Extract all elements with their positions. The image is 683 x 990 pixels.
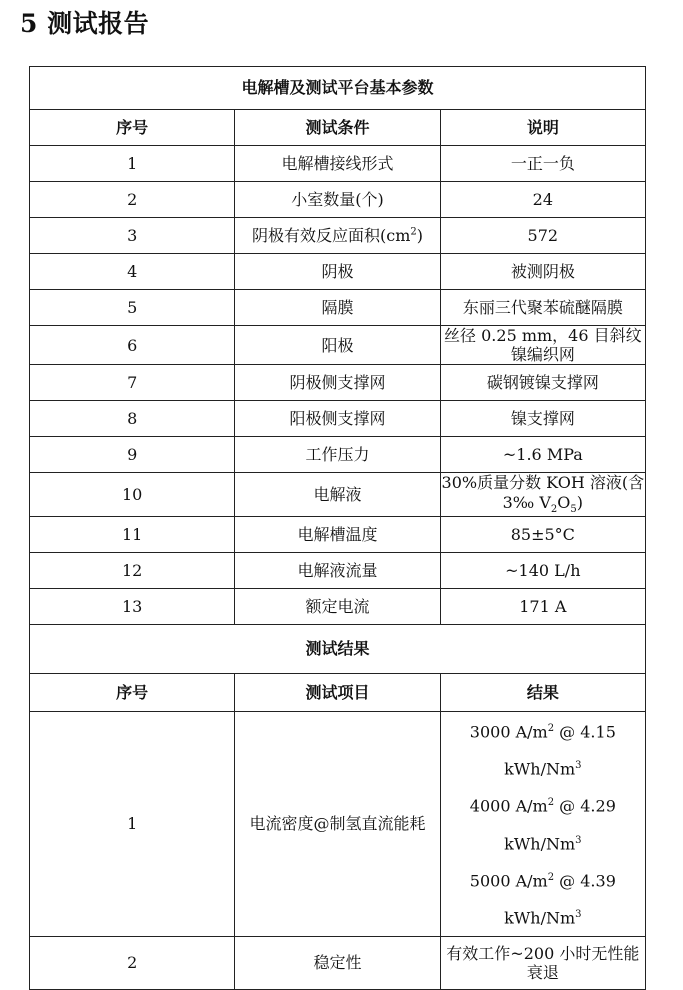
col-header-item: 测试项目 xyxy=(235,673,440,711)
condition-text-end: ) xyxy=(416,225,423,245)
row-desc: ~1.6 MPa xyxy=(440,437,645,473)
row-desc: 镍支撑网 xyxy=(440,401,645,437)
table-row xyxy=(30,254,646,290)
result-line xyxy=(441,786,645,861)
row-condition: 隔膜 xyxy=(235,290,440,326)
superscript: 2 xyxy=(547,797,555,809)
subscript: 2 xyxy=(550,503,558,515)
row-condition: 电解槽接线形式 xyxy=(235,146,440,182)
row-condition: 阳极 xyxy=(235,326,440,365)
table-row xyxy=(30,401,646,437)
row-no: 1 xyxy=(30,711,235,936)
superscript: 3 xyxy=(575,834,582,846)
table1-title: 电解槽及测试平台基本参数 xyxy=(30,67,646,110)
desc-text: 30%质量分数 KOH 溶液(含 3‰ V xyxy=(441,473,645,512)
row-no: 6 xyxy=(30,326,235,365)
superscript: 3 xyxy=(575,760,582,772)
row-item: 电流密度@制氢直流能耗 xyxy=(235,711,440,936)
table-row xyxy=(30,936,646,989)
result-energy: @ 4.39 kWh/Nm xyxy=(504,871,616,928)
table-row xyxy=(30,326,646,365)
row-no: 12 xyxy=(30,552,235,588)
col-header-no: 序号 xyxy=(30,110,235,146)
col-header-desc: 说明 xyxy=(440,110,645,146)
result-energy: @ 4.15 kWh/Nm xyxy=(504,722,616,779)
parameters-table xyxy=(29,66,646,990)
row-condition: 工作压力 xyxy=(235,437,440,473)
row-desc xyxy=(440,473,645,516)
table-row xyxy=(30,146,646,182)
table-row xyxy=(30,552,646,588)
subscript: 5 xyxy=(570,503,577,515)
table-row xyxy=(30,711,646,936)
table1-header-row xyxy=(30,110,646,146)
row-condition: 电解液流量 xyxy=(235,552,440,588)
table2-title: 测试结果 xyxy=(30,624,646,673)
row-desc: 一正一负 xyxy=(440,146,645,182)
section-heading: 5 测试报告 xyxy=(20,9,150,38)
result-value: 4000 A/m xyxy=(469,796,548,816)
row-condition xyxy=(235,218,440,254)
row-desc: 171 A xyxy=(440,588,645,624)
row-condition: 阳极侧支撑网 xyxy=(235,401,440,437)
table-row xyxy=(30,516,646,552)
result-value: 5000 A/m xyxy=(469,871,548,891)
row-results xyxy=(440,711,645,936)
row-no: 3 xyxy=(30,218,235,254)
row-no: 1 xyxy=(30,146,235,182)
col-header-condition: 测试条件 xyxy=(235,110,440,146)
table-row xyxy=(30,588,646,624)
row-no: 2 xyxy=(30,182,235,218)
col-header-result: 结果 xyxy=(440,673,645,711)
row-no: 7 xyxy=(30,365,235,401)
row-condition: 额定电流 xyxy=(235,588,440,624)
row-condition: 小室数量(个) xyxy=(235,182,440,218)
table-row xyxy=(30,473,646,516)
row-no: 9 xyxy=(30,437,235,473)
table-row xyxy=(30,365,646,401)
row-desc: 被测阴极 xyxy=(440,254,645,290)
row-no: 2 xyxy=(30,936,235,989)
result-line xyxy=(441,712,645,787)
row-desc: ~140 L/h xyxy=(440,552,645,588)
table-row xyxy=(30,290,646,326)
condition-text: 阴极有效反应面积(cm xyxy=(251,225,411,245)
row-item: 稳定性 xyxy=(235,936,440,989)
table2-title-row xyxy=(30,624,646,673)
row-no: 5 xyxy=(30,290,235,326)
superscript: 2 xyxy=(547,722,555,734)
table-row xyxy=(30,437,646,473)
desc-text-end: ) xyxy=(576,492,584,512)
row-desc: 碳钢镀镍支撑网 xyxy=(440,365,645,401)
row-no: 4 xyxy=(30,254,235,290)
row-desc: 24 xyxy=(440,182,645,218)
row-condition: 阴极侧支撑网 xyxy=(235,365,440,401)
result-line xyxy=(441,861,645,936)
row-no: 11 xyxy=(30,516,235,552)
col-header-no: 序号 xyxy=(30,673,235,711)
row-condition: 阴极 xyxy=(235,254,440,290)
superscript: 2 xyxy=(410,226,417,238)
superscript: 3 xyxy=(575,909,582,921)
result-value: 3000 A/m xyxy=(469,722,548,742)
row-condition: 电解槽温度 xyxy=(235,516,440,552)
table-row xyxy=(30,218,646,254)
result-energy: @ 4.29 kWh/Nm xyxy=(504,796,616,854)
row-no: 13 xyxy=(30,588,235,624)
row-result: 有效工作~200 小时无性能衰退 xyxy=(440,936,645,989)
table-row xyxy=(30,182,646,218)
desc-text-mid: O xyxy=(557,492,571,512)
row-no: 10 xyxy=(30,473,235,516)
superscript: 2 xyxy=(547,872,555,884)
table1-title-row xyxy=(30,67,646,110)
row-condition: 电解液 xyxy=(235,473,440,516)
row-desc: 东丽三代聚苯硫醚隔膜 xyxy=(440,290,645,326)
table2-header-row xyxy=(30,673,646,711)
row-no: 8 xyxy=(30,401,235,437)
row-desc: 丝径 0.25 mm，46 目斜纹镍编织网 xyxy=(440,326,645,365)
row-desc: 572 xyxy=(440,218,645,254)
row-desc: 85±5°C xyxy=(440,516,645,552)
